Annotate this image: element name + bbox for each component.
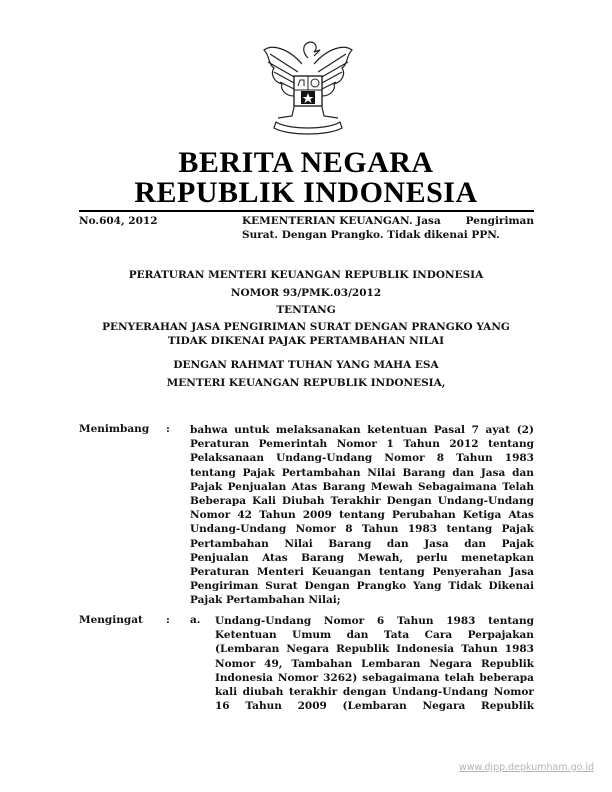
text-line: Indonesia Nomor 3262) sebagaimana telah beberapa [215, 671, 534, 684]
regulation-title: PERATURAN MENTERI KEUANGAN REPUBLIK INDONESIA [128, 269, 484, 281]
masthead-divider [79, 210, 534, 212]
text-line: Pengiriman Surat Dengan Prangko Yang Tidak Dikenai [190, 580, 534, 593]
text-line: tentang Pajak Pertambahan Nilai Barang dan Jasa dan [190, 466, 534, 479]
text-line: Undang-Undang Nomor 8 Tahun 1983 tentang Pajak [190, 523, 534, 536]
text-line: Nomor 42 Tahun 2009 tentang Perubahan Ketiga Atas [190, 509, 534, 522]
regulation-about: TENTANG [276, 304, 336, 316]
text-line: Pelaksanaan Undang-Undang Nomor 8 Tahun 1983 [190, 452, 534, 465]
gazette-description [242, 214, 534, 242]
text-line: Pajak Penjualan Atas Barang Mewah Sebagaimana Telah [190, 480, 534, 493]
text-line: bahwa untuk melaksanakan ketentuan Pasal 7 ayat (2) [190, 424, 534, 436]
mengingat-item-a [215, 614, 534, 713]
masthead-title-line1: BERITA NEGARA [178, 146, 434, 179]
text-line: Peraturan Menteri Keuangan tentang Penyerahan Jasa [190, 566, 534, 579]
garuda-pancasila-emblem-icon [258, 38, 358, 140]
text-line: Peraturan Pemerintah Nomor 1 Tahun 2012 tentang [190, 438, 534, 451]
menimbang-colon: : [166, 423, 170, 435]
text-line: (Lembaran Negara Republik Indonesia Tahun 1983 [215, 643, 534, 656]
text-line: 16 Tahun 2009 (Lembaran Negara Republik [215, 700, 534, 713]
text-line: Nomor 49, Tambahan Lembaran Negara Republik [215, 657, 534, 670]
masthead-title-line2: REPUBLIK INDONESIA [134, 176, 478, 209]
text-line: kali diubah terakhir dengan Undang-Undang Nomor [215, 686, 534, 699]
text-line: Undang-Undang Nomor 6 Tahun 1983 tentang [215, 615, 534, 627]
minister-statement: MENTERI KEUANGAN REPUBLIK INDONESIA, [166, 377, 446, 389]
gazette-number: No.604, 2012 [79, 215, 158, 227]
footer-website-link[interactable]: www.djpp.depkumham.go.id [458, 762, 594, 773]
text-line: Ketentuan Umum dan Tata Cara Perpajakan [215, 629, 534, 642]
mengingat-item-marker: a. [190, 614, 201, 626]
menimbang-paragraph [190, 423, 534, 608]
mengingat-label: Mengingat [79, 614, 143, 626]
gazette-description-line2: Surat. Dengan Prangko. Tidak dikenai PPN. [242, 229, 500, 241]
regulation-subject-line1: PENYERAHAN JASA PENGIRIMAN SURAT DENGAN PRANGKO YANG [102, 321, 510, 333]
gazette-description-line1b: Pengiriman [465, 215, 534, 227]
text-line: Pajak Pertambahan Nilai; [190, 594, 341, 607]
text-line: Penjualan Atas Barang Mewah, perlu menetapkan [190, 551, 534, 564]
regulation-number: NOMOR 93/PMK.03/2012 [230, 287, 382, 299]
grace-statement: DENGAN RAHMAT TUHAN YANG MAHA ESA [173, 359, 439, 371]
text-line: Pertambahan Nilai Barang dan Jasa dan Pajak [190, 537, 534, 550]
menimbang-label: Menimbang [79, 423, 150, 435]
gazette-description-line1a: KEMENTERIAN KEUANGAN. Jasa [242, 215, 441, 227]
regulation-subject-line2: TIDAK DIKENAI PAJAK PERTAMBAHAN NILAI [167, 335, 445, 347]
text-line: Beberapa Kali Diubah Terakhir Dengan Undang-Undang [190, 495, 534, 508]
mengingat-colon: : [166, 614, 170, 626]
